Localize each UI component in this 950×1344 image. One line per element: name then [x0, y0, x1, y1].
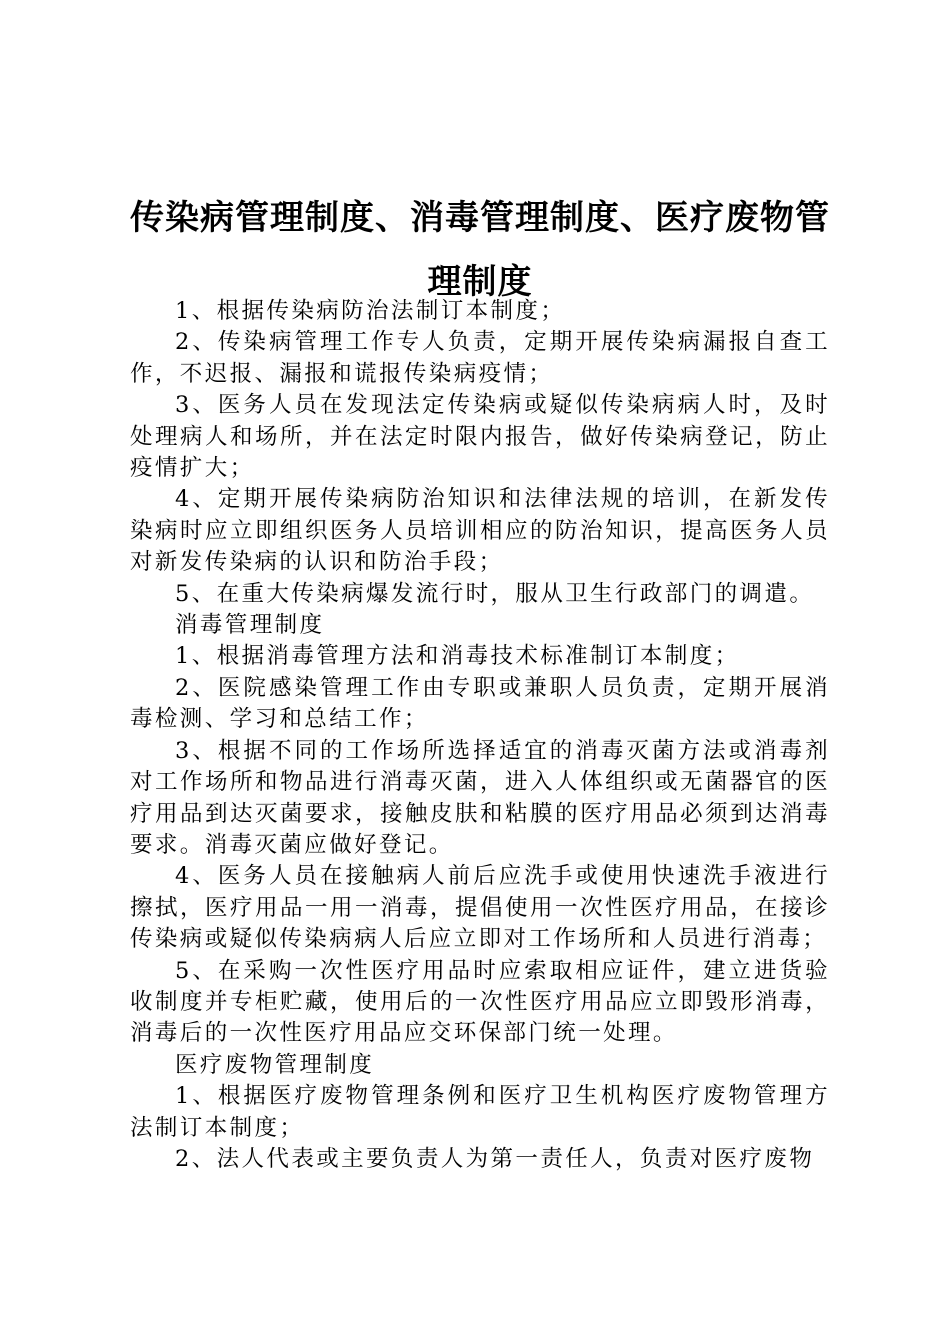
document-body [130, 296, 830, 1175]
paragraph-disinfection-2: 2、医院感染管理工作由专职或兼职人员负责，定期开展消毒检测、学习和总结工作； [130, 674, 830, 733]
paragraph-infectious-1: 1、根据传染病防治法制订本制度； [175, 298, 566, 324]
paragraph-disinfection-4: 4、医务人员在接触病人前后应洗手或使用快速洗手液进行擦拭，医疗用品一用一消毒，提倡使用一次性医疗用品，在接诊传染病或疑似传染病病人后应立即对工作场所和人员进行消毒； [130, 863, 830, 953]
section-heading-disinfection: 消毒管理制度 [175, 612, 325, 639]
section-heading-medical-waste: 医疗废物管理制度 [175, 1051, 375, 1078]
paragraph-infectious-5: 5、在重大传染病爆发流行时，服从卫生行政部门的调遣。 [175, 580, 815, 607]
paragraph-disinfection-5: 5、在采购一次性医疗用品时应索取相应证件，建立进货验收制度并专柜贮藏，使用后的一次性医疗用品应立即毁形消毒，消毒后的一次性医疗用品应交环保部门统一处理。 [130, 957, 830, 1047]
paragraph-disinfection-1: 1、根据消毒管理方法和消毒技术标准制订本制度； [175, 643, 740, 670]
paragraph-infectious-3: 3、医务人员在发现法定传染病或疑似传染病病人时，及时处理病人和场所，并在法定时限内报告，做好传染病登记，防止疫情扩大； [130, 392, 830, 482]
paragraph-infectious-4: 4、定期开展传染病防治知识和法律法规的培训，在新发传染病时应立即组织医务人员培训相应的防治知识，提高医务人员对新发传染病的认识和防治手段； [130, 486, 830, 576]
paragraph-disinfection-3: 3、根据不同的工作场所选择适宜的消毒灭菌方法或消毒剂对工作场所和物品进行消毒灭菌，进入人体组织或无菌器官的医疗用品到达灭菌要求，接触皮肤和粘膜的医疗用品必须到达消毒要求。消毒灭菌应做好登记。 [130, 737, 830, 858]
paragraph-medical-waste-2: 2、法人代表或主要负责人为第一责任人，负责对医疗废物 [175, 1145, 815, 1172]
document-title: 传染病管理制度、消毒管理制度、医疗废物管理制度 [130, 198, 830, 302]
paragraph-infectious-2: 2、传染病管理工作专人负责，定期开展传染病漏报自查工作，不迟报、漏报和谎报传染病疫情； [130, 329, 830, 387]
document-page [130, 0, 830, 1344]
paragraph-medical-waste-1: 1、根据医疗废物管理条例和医疗卫生机构医疗废物管理方法制订本制度； [130, 1083, 830, 1141]
